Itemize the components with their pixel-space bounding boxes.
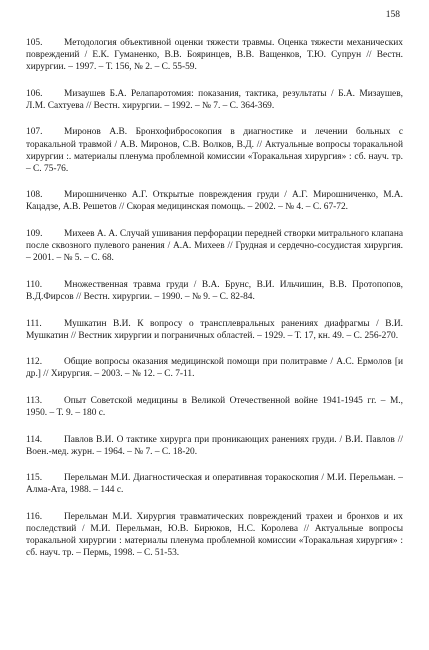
reference-text: Общие вопросы оказания медицинской помощи при политравме / А.С. Ермолов [и др.] // Хирургия. – 2003. – № 12. – С. 7-11. <box>26 357 403 380</box>
reference-item <box>26 472 403 496</box>
reference-number: 113. <box>26 395 43 406</box>
reference-number: 108. <box>26 190 43 201</box>
reference-number: 111. <box>26 318 42 329</box>
reference-number: 106. <box>26 88 43 99</box>
reference-number: 107. <box>26 127 43 138</box>
reference-item <box>26 228 403 264</box>
reference-number: 115. <box>26 473 43 484</box>
reference-text: Мирошниченко А.Г. Открытые повреждения груди / А.Г. Мирошниченко, М.А. Кацадзе, А.В. Решетов // Скорая медицинская помощь. – 2002. – № 4. – С. 67-72. <box>26 190 403 213</box>
reference-item <box>26 356 403 380</box>
reference-item <box>26 279 403 303</box>
reference-number: 110. <box>26 279 43 290</box>
reference-item <box>26 126 403 174</box>
reference-list <box>26 37 403 574</box>
reference-number: 105. <box>26 38 43 48</box>
reference-text: Методология объективной оценки тяжести травмы. Оценка тяжести механических повреждений / Е.К. Гуманенко, В.В. Бояринцев, В.В. Ващенков, Т.Ю. Супрун // Вестн. хирургии. – 1997. – Т. 156, № 2. – С. 55-59. <box>26 38 403 73</box>
reference-item <box>26 318 403 342</box>
reference-item <box>26 511 403 559</box>
reference-number: 114. <box>26 434 43 445</box>
reference-number: 116. <box>26 511 43 522</box>
reference-item <box>26 189 403 213</box>
reference-text: Перельман М.И. Хирургия травматических повреждений трахеи и бронхов и их последствий / М.И. Перельман, Ю.В. Бирюков, Н.С. Королева // Актуальные вопросы торакальной хирургии : материалы пленума проблемной комиссии «Торакальная хирургия» : сб. науч. тр. – Пермь, 1998. – С. 51-53. <box>26 511 403 559</box>
reference-item <box>26 395 403 419</box>
reference-text: Мизаушев Б.А. Релапаротомия: показания, тактика, результаты / Б.А. Мизаушев, Л.М. Сахтуева // Вестн. хирургии. – 1992. – № 7. – С. 364-369. <box>26 88 403 111</box>
reference-item <box>26 88 403 112</box>
reference-number: 112. <box>26 357 43 368</box>
reference-text: Множественная травма груди / В.А. Брунс, В.И. Ильчишин, В.В. Протопопов, В.Д.Фирсов // Вестн. хирургии. – 1990. – № 9. – С. 82-84. <box>26 279 403 302</box>
page-number: 158 <box>385 10 400 20</box>
reference-text: Михеев А. А. Случай ушивания перфорации передней створки митрального клапана после сквозного пулевого ранения / А.А. Михеев // Грудная и сердечно-сосудистая хирургия. – 2001. – № 5. – С. 68. <box>26 229 403 264</box>
reference-text: Опыт Советской медицины в Великой Отечественной войне 1941-1945 гг. – М., 1950. – Т. 9. – 180 с. <box>26 395 403 418</box>
reference-item <box>26 434 403 458</box>
reference-text: Мушкатин В.И. К вопросу о трансплевральных ранениях диафрагмы / В.И. Мушкатин // Вестник хирургии и пограничных областей. – 1929. – Т. 17, кн. 49. – С. 256-270. <box>26 318 403 341</box>
reference-text: Перельман М.И. Диагностическая и оперативная торакоскопия / М.И. Перельман. – Алма-Ата, 1988. – 144 с. <box>26 473 403 496</box>
reference-item <box>26 37 403 73</box>
reference-number: 109. <box>26 229 43 240</box>
reference-text: Миронов А.В. Бронхофибросокопия в диагностике и лечении больных с торакальной травмой / А.В. Миронов, С.В. Волков, В.Д. // Актуальные вопросы торакальной хирургии :. материалы пленума проблемной комиссии «Торакальная хирургия» : сб. науч. тр. – С. 75-76. <box>26 127 403 174</box>
reference-text: Павлов В.И. О тактике хирурга при проникающих ранениях груди. / В.И. Павлов // Воен.-мед. журн. – 1964. – № 7. – С. 18-20. <box>26 434 403 457</box>
